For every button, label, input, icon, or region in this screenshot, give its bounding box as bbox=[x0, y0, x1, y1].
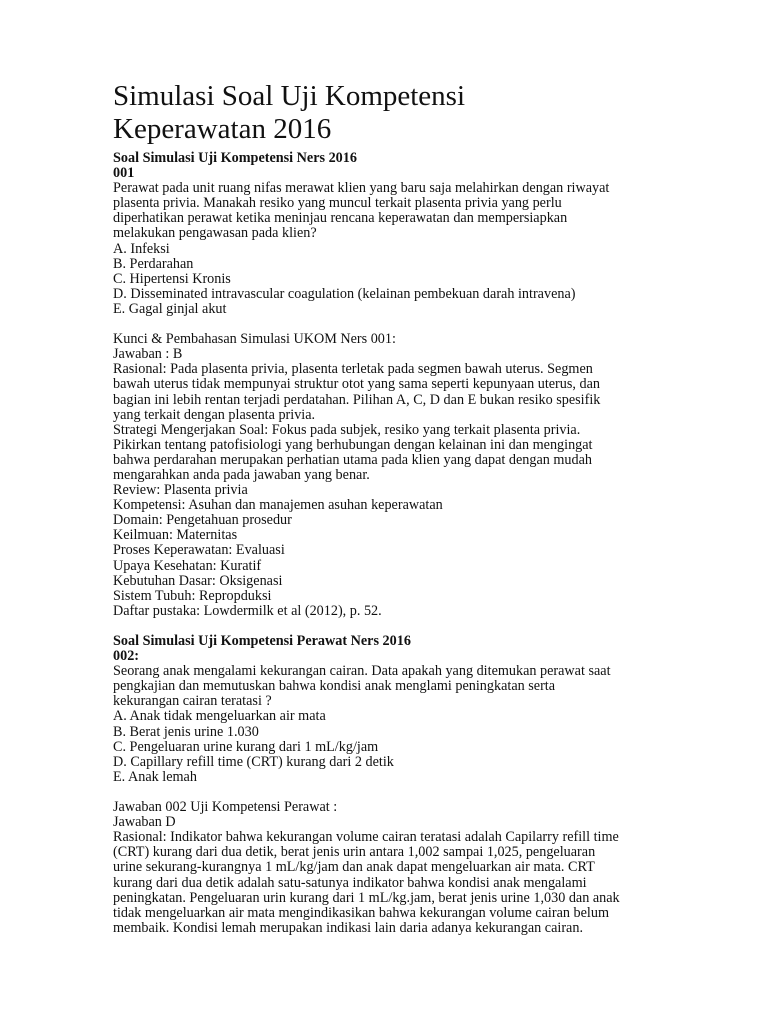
explanation-line: Strategi Mengerjakan Soal: Fokus pada subjek, resiko yang terkait plasenta privia. bbox=[113, 421, 581, 438]
answer-option: C. Pengeluaran urine kurang dari 1 mL/kg/jam bbox=[113, 738, 379, 755]
explanation-line: bagian ini lebih rentan terjadi perdatahan. Pilihan A, C, D dan E bukan resiko spesifik bbox=[113, 391, 601, 408]
explanation-line: Jawaban : B bbox=[113, 346, 183, 363]
explanation-line: peningkatan. Pengeluaran urin kurang dari 1 mL/kg.jam, berat jenis urine 1,030 dan anak bbox=[113, 889, 620, 906]
explanation-line: Kunci & Pembahasan Simulasi UKOM Ners 001: bbox=[113, 331, 396, 348]
page-title bbox=[113, 80, 713, 146]
explanation-line: kurang dari dua detik adalah satu-satunya indikator bahwa kondisi anak mengalami bbox=[113, 874, 587, 891]
question-stem-line: diperhatikan perawat ketika meninjau rencana keperawatan dan mempersiapkan bbox=[113, 210, 568, 227]
explanation-line: Jawaban D bbox=[113, 814, 176, 831]
explanation-line: Rasional: Indikator bahwa kekurangan volume cairan teratasi adalah Capilarry refill time bbox=[113, 829, 619, 846]
explanation-line: (CRT) kurang dari dua detik, berat jenis urin antara 1,002 sampai 1,025, pengeluaran bbox=[113, 844, 596, 861]
explanation-line: bawah uterus tidak mempunyai struktur otot yang sama seperti kepunyaan uterus, dan bbox=[113, 376, 600, 393]
answer-option: B. Berat jenis urine 1.030 bbox=[113, 723, 259, 740]
question-stem-line: pengkajian dan memutuskan bahwa kondisi anak menglami peningkatan serta bbox=[113, 678, 556, 695]
answer-option: C. Hipertensi Kronis bbox=[113, 270, 231, 287]
explanation-line: yang terkait dengan plasenta privia. bbox=[113, 406, 316, 423]
explanation-line: Review: Plasenta privia bbox=[113, 482, 248, 499]
question-002 bbox=[113, 634, 733, 785]
explanation-line: Rasional: Pada plasenta privia, plasenta terletak pada segmen bawah uterus. Segmen bbox=[113, 361, 593, 378]
answer-option: B. Perdarahan bbox=[113, 255, 194, 272]
document-body bbox=[113, 151, 733, 936]
answer-option: E. Anak lemah bbox=[113, 768, 197, 785]
question-stem-line: melakukan pengawasan pada klien? bbox=[113, 225, 317, 242]
explanation-line: Pikirkan tentang patofisiologi yang berhubungan dengan kelainan ini dan mengingat bbox=[113, 436, 593, 453]
question-stem-line: kekurangan cairan teratasi ? bbox=[113, 693, 272, 710]
answer-explanation-001 bbox=[113, 332, 733, 619]
explanation-line: Keilmuan: Maternitas bbox=[113, 527, 238, 544]
title-line: Keperawatan 2016 bbox=[113, 113, 332, 145]
answer-option: E. Gagal ginjal akut bbox=[113, 300, 227, 317]
question-heading: Soal Simulasi Uji Kompetensi Ners 2016 bbox=[113, 150, 357, 166]
question-stem-line: Perawat pada unit ruang nifas merawat klien yang baru saja melahirkan dengan riwayat bbox=[113, 180, 610, 197]
paragraph-gap bbox=[113, 317, 733, 332]
explanation-line: Kompetensi: Asuhan dan manajemen asuhan keperawatan bbox=[113, 497, 443, 514]
paragraph-gap bbox=[113, 619, 733, 634]
answer-option: D. Disseminated intravascular coagulation (kelainan pembekuan darah intravena) bbox=[113, 285, 576, 302]
question-stem-line: Seorang anak mengalami kekurangan cairan. Data apakah yang ditemukan perawat saat bbox=[113, 663, 611, 680]
answer-option: D. Capillary refill time (CRT) kurang dari 2 detik bbox=[113, 753, 394, 770]
explanation-line: urine sekurang-kurangnya 1 mL/kg/jam dan anak dapat mengeluarkan air mata. CRT bbox=[113, 859, 595, 876]
answer-option: A. Infeksi bbox=[113, 240, 170, 257]
explanation-line: Kebutuhan Dasar: Oksigenasi bbox=[113, 572, 283, 589]
question-001 bbox=[113, 151, 733, 317]
explanation-line: Sistem Tubuh: Repropduksi bbox=[113, 587, 272, 604]
explanation-line: Proses Keperawatan: Evaluasi bbox=[113, 542, 285, 559]
question-stem-line: plasenta privia. Manakah resiko yang muncul terkait plasenta privia yang perlu bbox=[113, 195, 562, 212]
explanation-line: membaik. Kondisi lemah merupakan indikasi lain daria adanya kekurangan cairan. bbox=[113, 919, 583, 936]
question-heading: Soal Simulasi Uji Kompetensi Perawat Ners 2016 bbox=[113, 633, 411, 649]
answer-option: A. Anak tidak mengeluarkan air mata bbox=[113, 708, 326, 725]
title-line: Simulasi Soal Uji Kompetensi bbox=[113, 80, 466, 112]
answer-explanation-002 bbox=[113, 800, 733, 936]
question-number: 002: bbox=[113, 648, 140, 665]
explanation-line: Upaya Kesehatan: Kuratif bbox=[113, 557, 262, 574]
explanation-line: Domain: Pengetahuan prosedur bbox=[113, 512, 292, 529]
explanation-line: Jawaban 002 Uji Kompetensi Perawat : bbox=[113, 799, 338, 816]
explanation-line: Daftar pustaka: Lowdermilk et al (2012), p. 52. bbox=[113, 602, 382, 619]
paragraph-gap bbox=[113, 785, 733, 800]
explanation-line: tidak mengeluarkan air mata mengindikasikan bahwa kekurangan volume cairan belum bbox=[113, 904, 609, 921]
explanation-line: bahwa perdarahan merupakan perhatian utama pada klien yang dapat dengan mudah bbox=[113, 451, 593, 468]
question-number: 001 bbox=[113, 165, 135, 182]
explanation-line: mengarahkan anda pada jawaban yang benar. bbox=[113, 466, 370, 483]
